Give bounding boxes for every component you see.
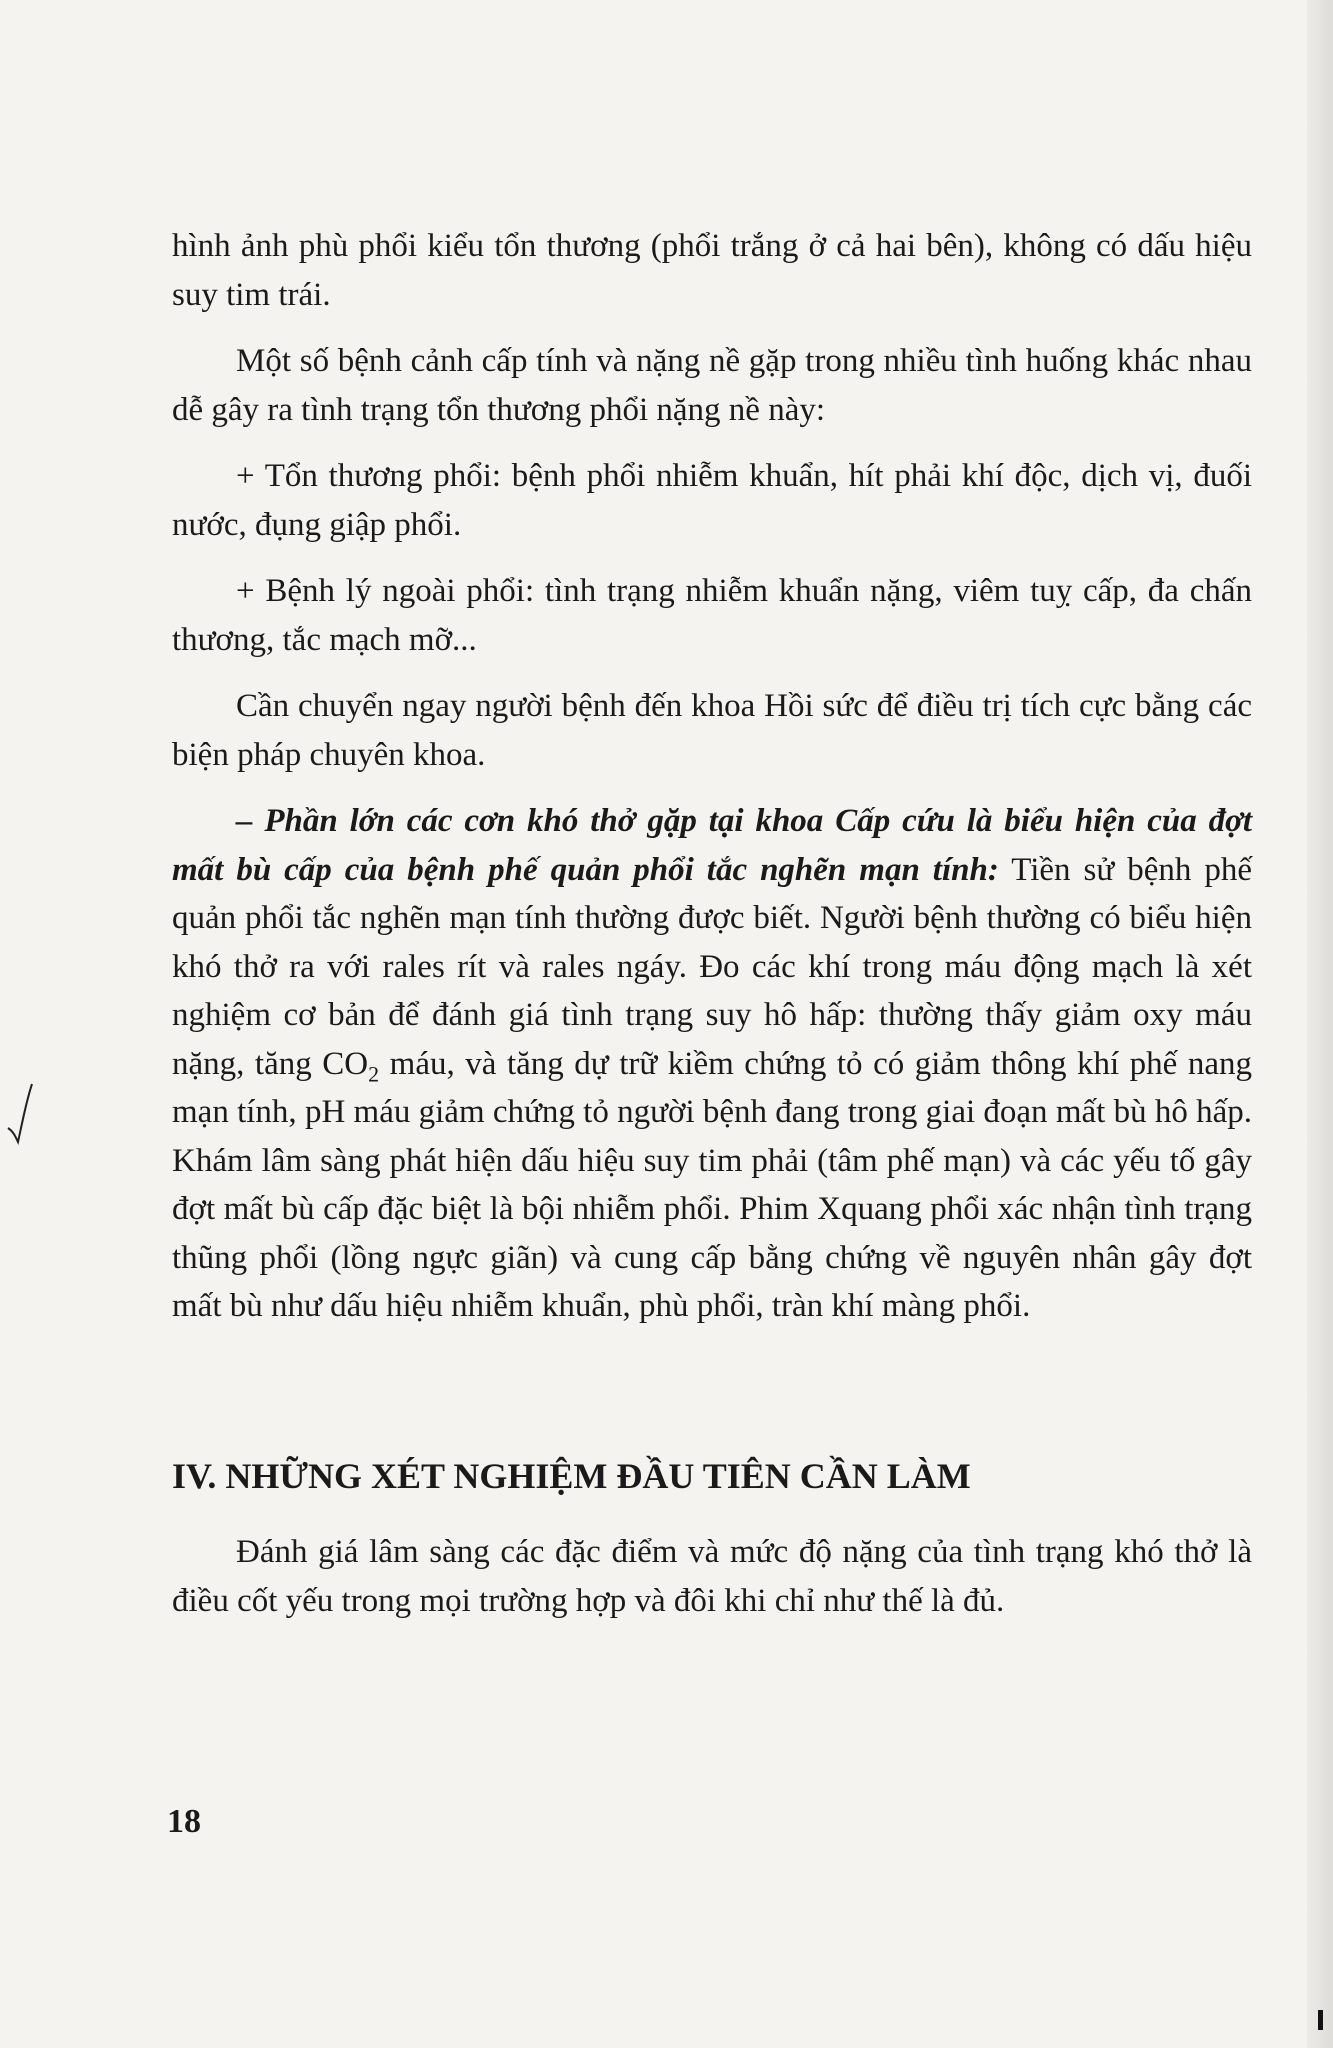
margin-pen-mark: [6, 1080, 36, 1150]
page-number: 18: [167, 1803, 201, 1840]
copd-lead-emphasis: – Phần lớn các cơn khó thở gặp tại khoa Cấp cứu là biểu hiện của đợt mất bù cấp của bệnh phế quản phổi tắc nghẽn mạn tính:: [172, 803, 1252, 888]
section-heading: IV. NHỮNG XÉT NGHIỆM ĐẦU TIÊN CẦN LÀM: [172, 1456, 971, 1496]
paragraph-continuation: hình ảnh phù phổi kiểu tổn thương (phổi trắng ở cả hai bên), không có dấu hiệu suy tim trái.: [172, 228, 1252, 313]
body-text: [172, 222, 1252, 1331]
corner-mark: [1318, 2010, 1323, 2030]
list-item-extrapulmonary: + Bệnh lý ngoài phổi: tình trạng nhiễm khuẩn nặng, viêm tuỵ cấp, đa chấn thương, tắc mạch mỡ...: [172, 573, 1252, 658]
section-paragraph: Đánh giá lâm sàng các đặc điểm và mức độ nặng của tình trạng khó thở là điều cốt yếu trong mọi trường hợp và đôi khi chỉ như thế là đủ.: [172, 1534, 1252, 1619]
paragraph-copd: [172, 797, 1252, 1331]
list-item-lung-injury: + Tổn thương phổi: bệnh phổi nhiễm khuẩn, hít phải khí độc, dịch vị, đuối nước, đụng giập phổi.: [172, 458, 1252, 543]
copd-body-part2: máu, và tăng dự trữ kiềm chứng tỏ có giảm thông khí phế nang mạn tính, pH máu giảm chứng tỏ người bệnh đang trong giai đoạn mất bù hô hấp. Khám lâm sàng phát hiện dấu hiệu suy tim phải (tâm phế mạn) và các yếu tố gây đợt mất bù cấp đặc biệt là bội nhiễm phổi. Phim Xquang phổi xác nhận tình trạng thũng phổi (lồng ngực giãn) và cung cấp bằng chứng về nguyên nhân gây đợt mất bù như dấu hiệu nhiễm khuẩn, phù phổi, tràn khí màng phổi.: [172, 1045, 1253, 1324]
co2-subscript: 2: [368, 1061, 380, 1087]
page-edge-shadow: [1307, 0, 1333, 2048]
paragraph-acute-conditions: Một số bệnh cảnh cấp tính và nặng nề gặp trong nhiều tình huống khác nhau dễ gây ra tình trạng tổn thương phổi nặng nề này:: [172, 343, 1252, 428]
copd-body-part1: Tiền sử bệnh phế quản phổi tắc nghẽn mạn tính thường được biết. Người bệnh thường có biểu hiện khó thở ra với rales rít và rales ngáy. Đo các khí trong máu động mạch là xét nghiệm cơ bản để đánh giá tình trạng suy hô hấp: thường thấy giảm oxy máu nặng, tăng CO: [172, 851, 1252, 1082]
paragraph-transfer-icu: Cần chuyển ngay người bệnh đến khoa Hồi sức để điều trị tích cực bằng các biện pháp chuyên khoa.: [172, 688, 1252, 773]
